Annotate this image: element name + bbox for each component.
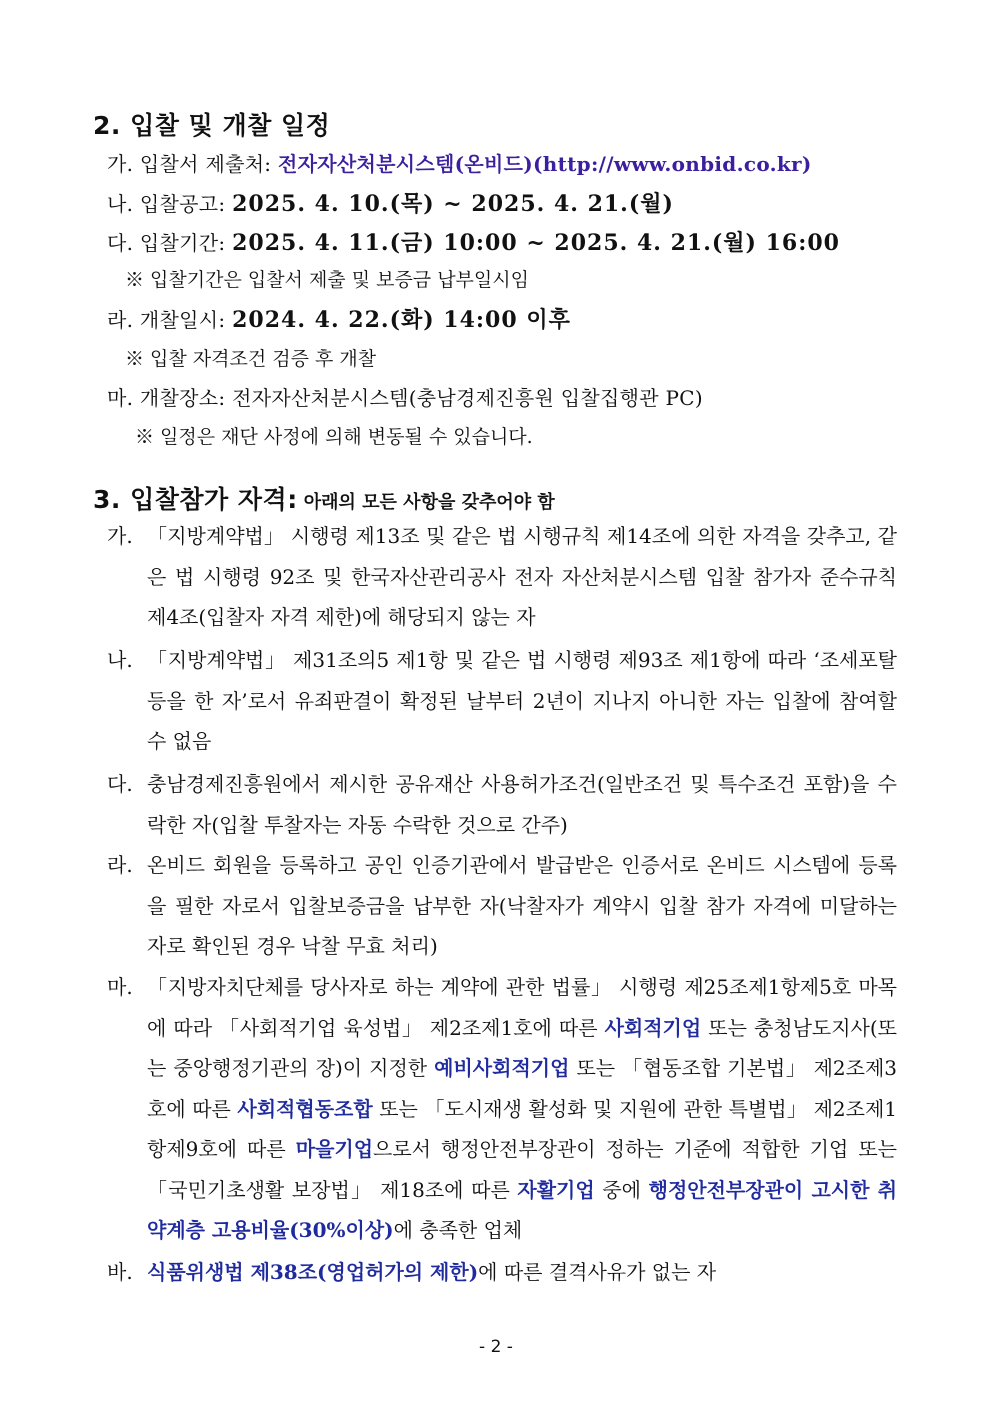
- keyword-social-enterprise: 사회적기업: [604, 1015, 702, 1040]
- keyword-pre-social-enterprise: 예비사회적기업: [434, 1056, 570, 1080]
- text-segment: 중에: [594, 1177, 649, 1202]
- item-label: 마.: [107, 975, 133, 999]
- keyword-food-sanitation-act: 식품위생법 제38조(영업허가의 제한): [147, 1260, 479, 1284]
- qualification-item-da: [107, 764, 897, 846]
- schedule-item-bidding-period: [107, 229, 840, 257]
- section-3-subtitle: 아래의 모든 사항을 갖추어야 함: [303, 492, 555, 513]
- item-text: 충남경제진흥원에서 제시한 공유재산 사용허가조건(일반조건 및 특수조건 포함)을 수락한 자(입찰 투찰자는 자동 수락한 것으로 간주): [147, 772, 897, 837]
- text-segment: 으로서 행정안전부장관이 정하는 기준에 적합한 기업 또는 「국민기초생활 보장법」 제18조에 따른: [147, 1137, 898, 1202]
- opening-note: ※ 입찰 자격조건 검증 후 개찰: [125, 348, 377, 370]
- onbid-link[interactable]: 전자자산처분시스템(온비드)(http://www.onbid.co.kr): [278, 152, 812, 176]
- schedule-item-opening: [107, 306, 571, 334]
- item-label: 라.: [107, 853, 133, 877]
- item-text: [147, 1252, 897, 1293]
- qualification-item-ra: [107, 845, 897, 967]
- schedule-item-notice: [107, 190, 674, 218]
- item-text: 「지방계약법」 시행령 제13조 및 같은 법 시행규칙 제14조에 의한 자격을 갖추고, 같은 법 시행령 92조 및 한국자산관리공사 전자 자산처분시스템 입찰 참가자 준수규칙 제4조(입찰자 자격 제한)에 해당되지 않는 자: [147, 524, 897, 629]
- opening-label: 라. 개찰일시:: [107, 308, 233, 332]
- submission-label: 가. 입찰서 제출처:: [107, 152, 279, 176]
- keyword-village-enterprise: 마을기업: [295, 1137, 374, 1161]
- page-number: - 2 -: [479, 1337, 513, 1357]
- qualification-item-ba: [107, 1252, 897, 1294]
- item-label: 다.: [107, 772, 133, 796]
- opening-value: 2024. 4. 22.(화) 14:00 이후: [232, 307, 571, 333]
- section-3-title: [93, 480, 555, 516]
- text-segment: 에 따른 결격사유가 없는 자: [478, 1260, 717, 1284]
- section-3-title-text: 3. 입찰참가 자격:: [93, 485, 298, 514]
- text-segment: 「지방자치단체를 당사자로 하는 계약에 관한 법률」 시행령 제25조제1항제5호 마목에 따라 「사회적기업 육성법」 제2조제1호에 따른: [147, 975, 897, 1040]
- text-segment: 또는 「도시재생 활성화 및 지원에 관한 특별법」 제2조제1항제9호에 따른: [147, 1096, 898, 1161]
- item-label: 나.: [107, 648, 133, 672]
- qualification-item-ga: [107, 516, 897, 638]
- section-2-title: 2. 입찰 및 개찰 일정: [93, 111, 331, 140]
- item-label: 바.: [107, 1260, 133, 1284]
- item-text: [147, 967, 897, 1251]
- keyword-social-cooperative: 사회적협동조합: [237, 1096, 373, 1121]
- text-segment: 또는 「협동조합 기본법」 제2조제3호에 따른: [147, 1056, 897, 1121]
- notice-label: 나. 입찰공고:: [107, 192, 233, 216]
- qualification-item-na: [107, 640, 897, 762]
- schedule-change-note: ※ 일정은 재단 사정에 의해 변동될 수 있습니다.: [135, 426, 533, 448]
- item-label: 가.: [107, 524, 133, 548]
- text-segment: 또는 충청남도지사(또는 중앙행정기관의 장)이 지정한: [147, 1015, 897, 1080]
- item-text: 「지방계약법」 제31조의5 제1항 및 같은 법 시행령 제93조 제1항에 따라 ‘조세포탈 등을 한 자’로서 유죄판결이 확정된 날부터 2년이 지나지 아니한 자는 입찰에 참여할 수 없음: [147, 648, 897, 753]
- notice-period: 2025. 4. 10.(목) ~ 2025. 4. 21.(월): [232, 191, 674, 217]
- qualification-item-ma: [107, 967, 897, 1252]
- schedule-item-place: 마. 개찰장소: 전자자산처분시스템(충남경제진흥원 입찰집행관 PC): [107, 386, 704, 410]
- keyword-employment-ratio: 행정안전부장관이 고시한 취약계층 고용비율(30%이상): [147, 1177, 898, 1242]
- bidding-period-value: 2025. 4. 11.(금) 10:00 ~ 2025. 4. 21.(월) 16:00: [232, 230, 840, 256]
- item-text: 온비드 회원을 등록하고 공인 인증기관에서 발급받은 인증서로 온비드 시스템에 등록을 필한 자로서 입찰보증금을 납부한 자(낙찰자가 계약시 입찰 참가 자격에 미달하는 자로 확인된 경우 낙찰 무효 처리): [147, 853, 897, 958]
- bidding-period-note: ※ 입찰기간은 입찰서 제출 및 보증금 납부일시임: [125, 269, 529, 291]
- text-segment: 에 충족한 업체: [393, 1218, 523, 1242]
- keyword-self-sufficiency-enterprise: 자활기업: [517, 1177, 595, 1202]
- bidding-period-label: 다. 입찰기간:: [107, 231, 233, 255]
- schedule-item-submission: [107, 150, 812, 178]
